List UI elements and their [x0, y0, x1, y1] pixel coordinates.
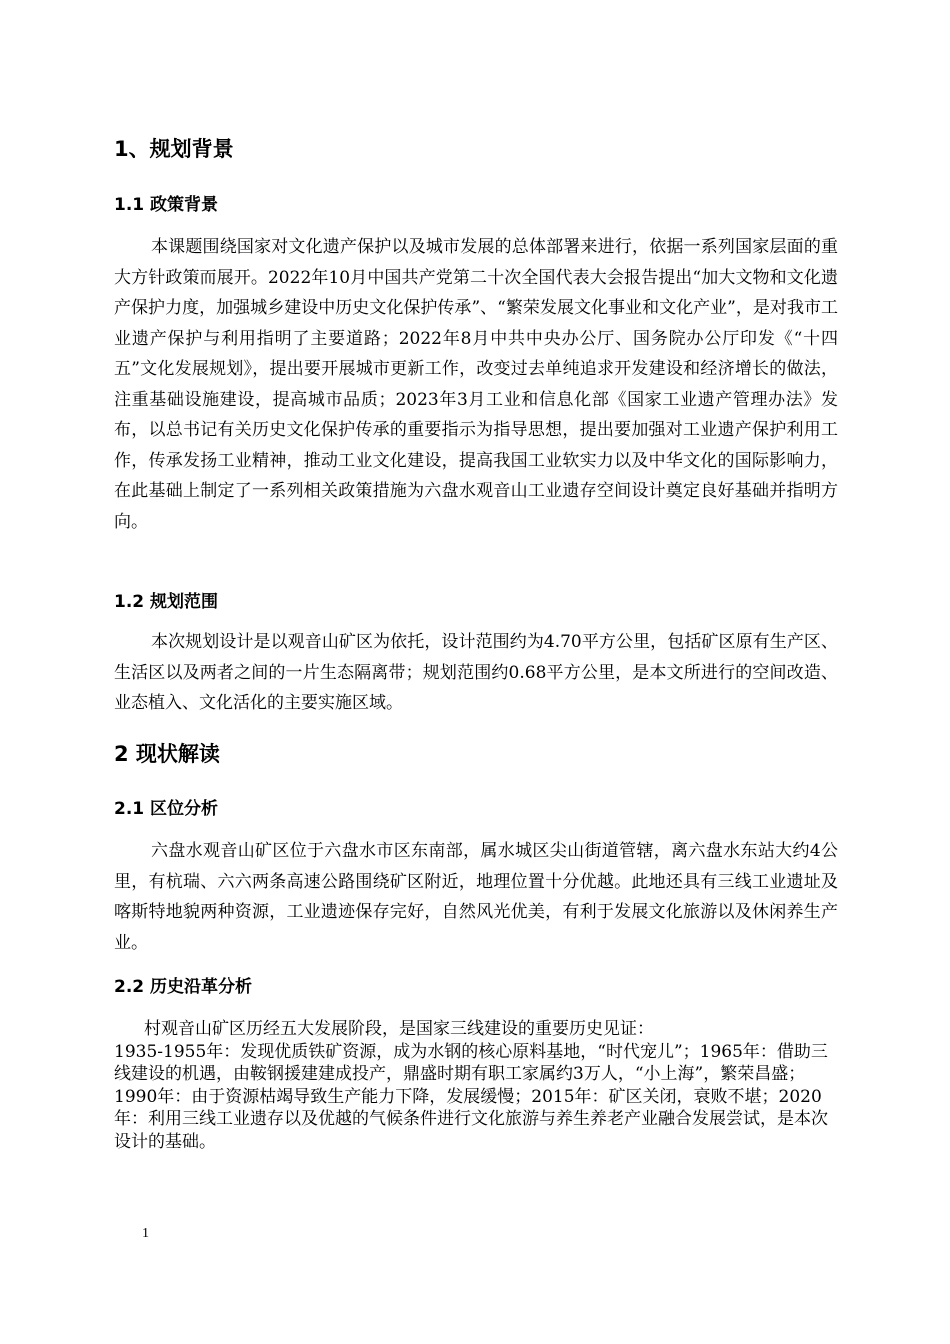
history-intro: 村观音山矿区历经五大发展阶段，是国家三线建设的重要历史见证： [144, 1019, 654, 1039]
heading-planning-background: 1、规划背景 [114, 137, 234, 161]
paragraph-history-analysis [114, 1018, 838, 1154]
heading-history-analysis: 2.2 历史沿革分析 [114, 977, 253, 997]
page-number: 1 [142, 1226, 149, 1241]
history-body: 1935-1955年：发现优质铁矿资源，成为水钢的核心原料基地，“时代宠儿”；1965年：借助三线建设的机遇，由鞍钢援建建成投产，鼎盛时期有职工家属约3万人，“小上海”，繁荣昌盛；1990年：由于资源枯竭导致生产能力下降，发展缓慢；2015年：矿区关闭，衰败不堪；2020年：利用三线工业遗存以及优越的气候条件进行文化旅游与养生养老产业融合发展尝试，是本次设计的基础。 [114, 1041, 828, 1152]
paragraph-planning-scope: 本次规划设计是以观音山矿区为依托，设计范围约为4.70平方公里，包括矿区原有生产区、生活区以及两者之间的一片生态隔离带；规划范围约0.68平方公里，是本文所进行的空间改造、业态植入、文化活化的主要实施区域。 [114, 632, 838, 713]
heading-policy-background: 1.1 政策背景 [114, 195, 219, 215]
paragraph-location-analysis: 六盘水观音山矿区位于六盘水市区东南部，属水城区尖山街道管辖，离六盘水东站大约4公里，有杭瑞、六六两条高速公路围绕矿区附近，地理位置十分优越。此地还具有三线工业遗址及喀斯特地貌两种资源，工业遗迹保存完好，自然风光优美，有利于发展文化旅游以及休闲养生产业。 [114, 841, 838, 953]
paragraph-policy-background: 本课题围绕国家对文化遗产保护以及城市发展的总体部署来进行，依据一系列国家层面的重大方针政策而展开。2022年10月中国共产党第二十次全国代表大会报告提出“加大文物和文化遗产保护力度，加强城乡建设中历史文化保护传承”、“繁荣发展文化事业和文化产业”，是对我市工业遗产保护与利用指明了主要道路；2022年8月中共中央办公厅、国务院办公厅印发《“十四五”文化发展规划》，提出要开展城市更新工作，改变过去单纯追求开发建设和经济增长的做法，注重基础设施建设，提高城市品质；2023年3月工业和信息化部《国家工业遗产管理办法》发布，以总书记有关历史文化保护传承的重要指示为指导思想，提出要加强对工业遗产保护利用工作，传承发扬工业精神，推动工业文化建设，提高我国工业软实力以及中华文化的国际影响力，在此基础上制定了一系列相关政策措施为六盘水观音山工业遗存空间设计奠定良好基础并指明方向。 [114, 237, 838, 532]
heading-location-analysis: 2.1 区位分析 [114, 799, 219, 819]
heading-current-status: 2 现状解读 [114, 742, 220, 766]
heading-planning-scope: 1.2 规划范围 [114, 592, 219, 612]
